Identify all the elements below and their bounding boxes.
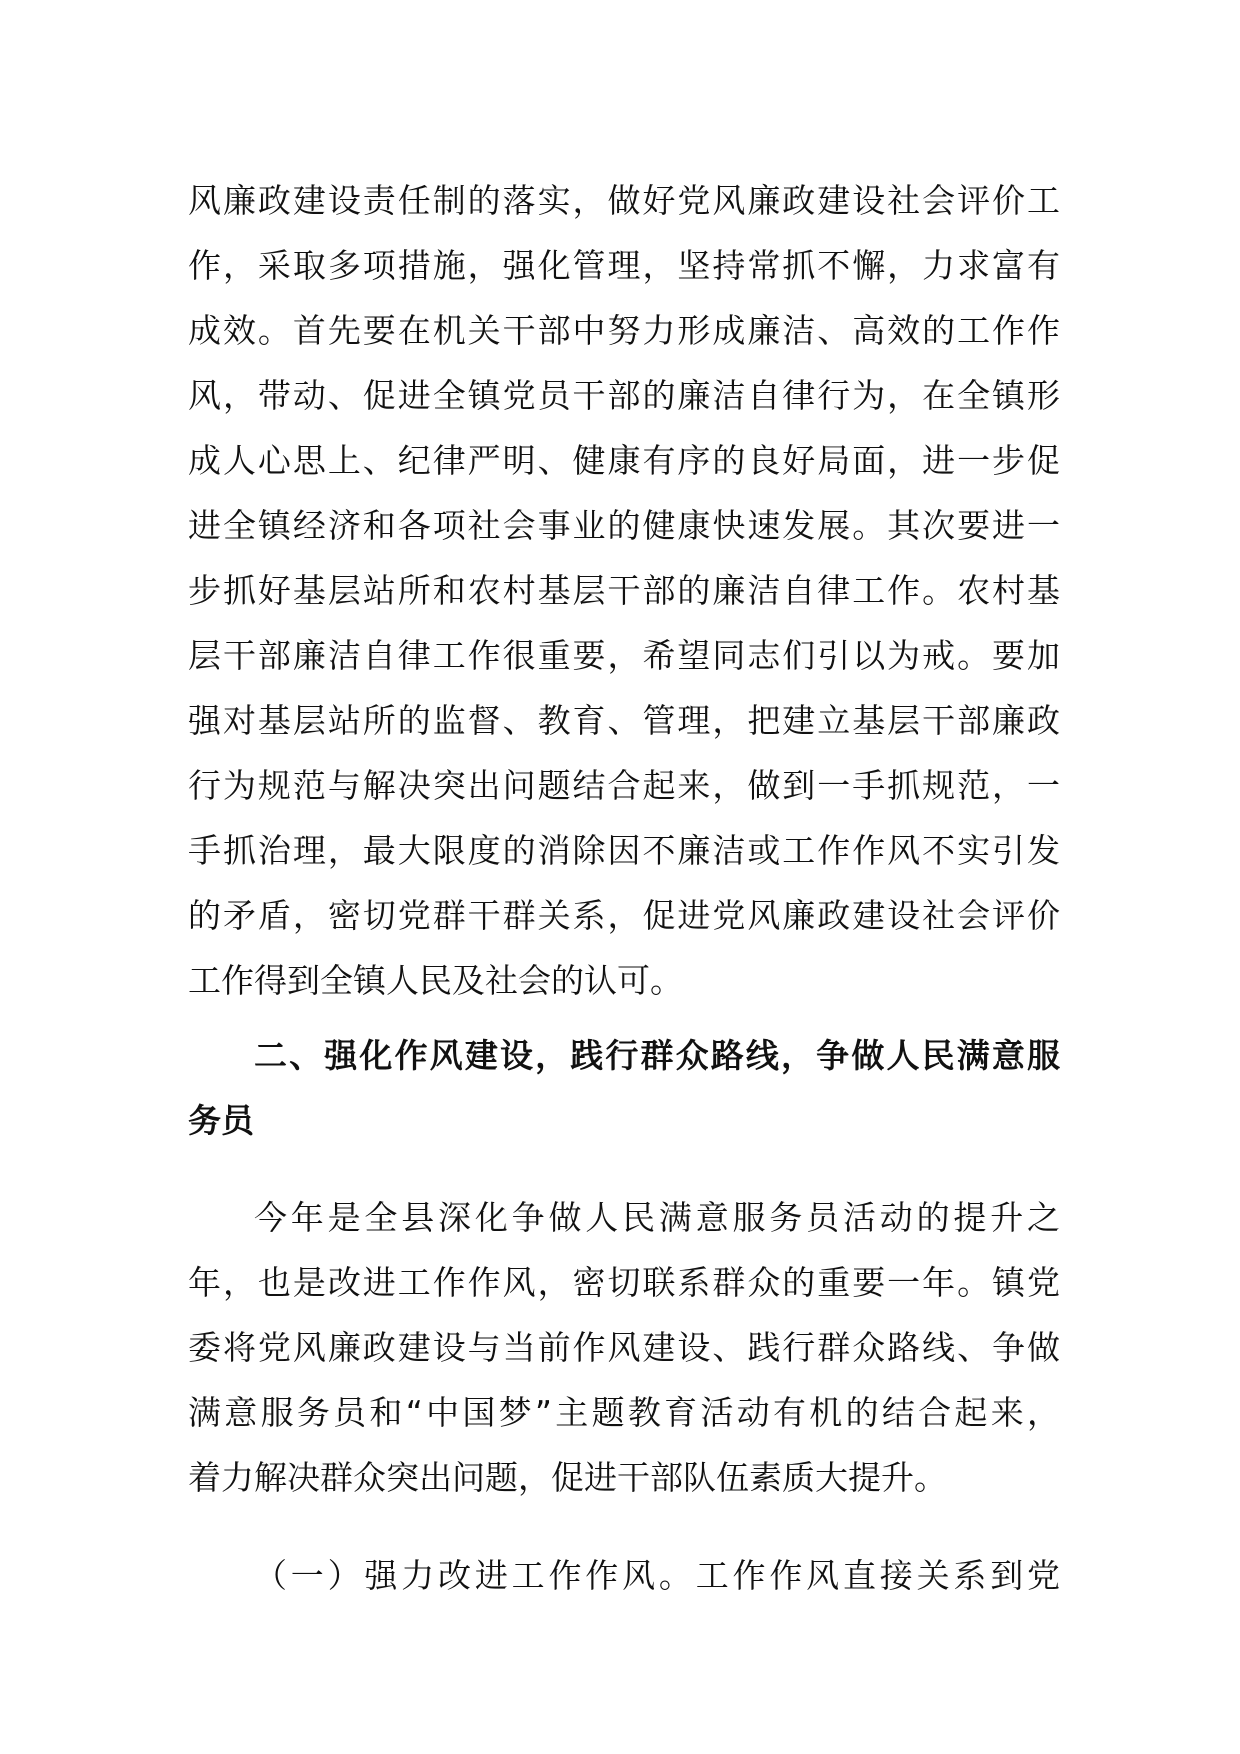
paragraph-body-3 — [188, 1543, 1060, 1608]
text-line: 风廉政建设责任制的落实，做好党风廉政建设社会评价工 — [188, 181, 1060, 220]
paragraph-body-2 — [188, 1185, 1060, 1510]
text-line: 年，也是改进工作作风，密切联系群众的重要一年。镇党 — [188, 1263, 1060, 1302]
text-line: 成效。首先要在机关干部中努力形成廉洁、高效的工作作 — [188, 311, 1060, 350]
paragraph-body-1 — [188, 168, 1060, 1013]
text-line: 风，带动、促进全镇党员干部的廉洁自律行为，在全镇形 — [188, 376, 1060, 415]
text-line: 进全镇经济和各项社会事业的健康快速发展。其次要进一 — [188, 506, 1060, 545]
text-line: 手抓治理，最大限度的消除因不廉洁或工作作风不实引发 — [188, 831, 1060, 870]
text-line: 委将党风廉政建设与当前作风建设、践行群众路线、争做 — [188, 1328, 1060, 1367]
text-line: 行为规范与解决突出问题结合起来，做到一手抓规范，一 — [188, 766, 1060, 805]
text-line: （一）强力改进工作作风。工作作风直接关系到党 — [254, 1556, 1060, 1595]
text-line: 步抓好基层站所和农村基层干部的廉洁自律工作。农村基 — [188, 571, 1060, 610]
text-line: 今年是全县深化争做人民满意服务员活动的提升之 — [254, 1198, 1060, 1237]
text-line: 层干部廉洁自律工作很重要，希望同志们引以为戒。要加 — [188, 636, 1060, 675]
section-heading — [188, 1023, 1060, 1153]
heading-line: 二、强化作风建设，践行群众路线，争做人民满意服 — [254, 1036, 1060, 1075]
text-line: 成人心思上、纪律严明、健康有序的良好局面，进一步促 — [188, 441, 1060, 480]
text-line: 满意服务员和“中国梦”主题教育活动有机的结合起来， — [188, 1393, 1060, 1432]
text-line: 着力解决群众突出问题，促进干部队伍素质大提升。 — [188, 1458, 947, 1497]
text-line: 强对基层站所的监督、教育、管理，把建立基层干部廉政 — [188, 701, 1060, 740]
text-line: 作，采取多项措施，强化管理，坚持常抓不懈，力求富有 — [188, 246, 1060, 285]
text-line: 的矛盾，密切党群干群关系，促进党风廉政建设社会评价 — [188, 896, 1060, 935]
text-line: 工作得到全镇人民及社会的认可。 — [188, 961, 683, 1000]
heading-line: 务员 — [188, 1101, 254, 1140]
